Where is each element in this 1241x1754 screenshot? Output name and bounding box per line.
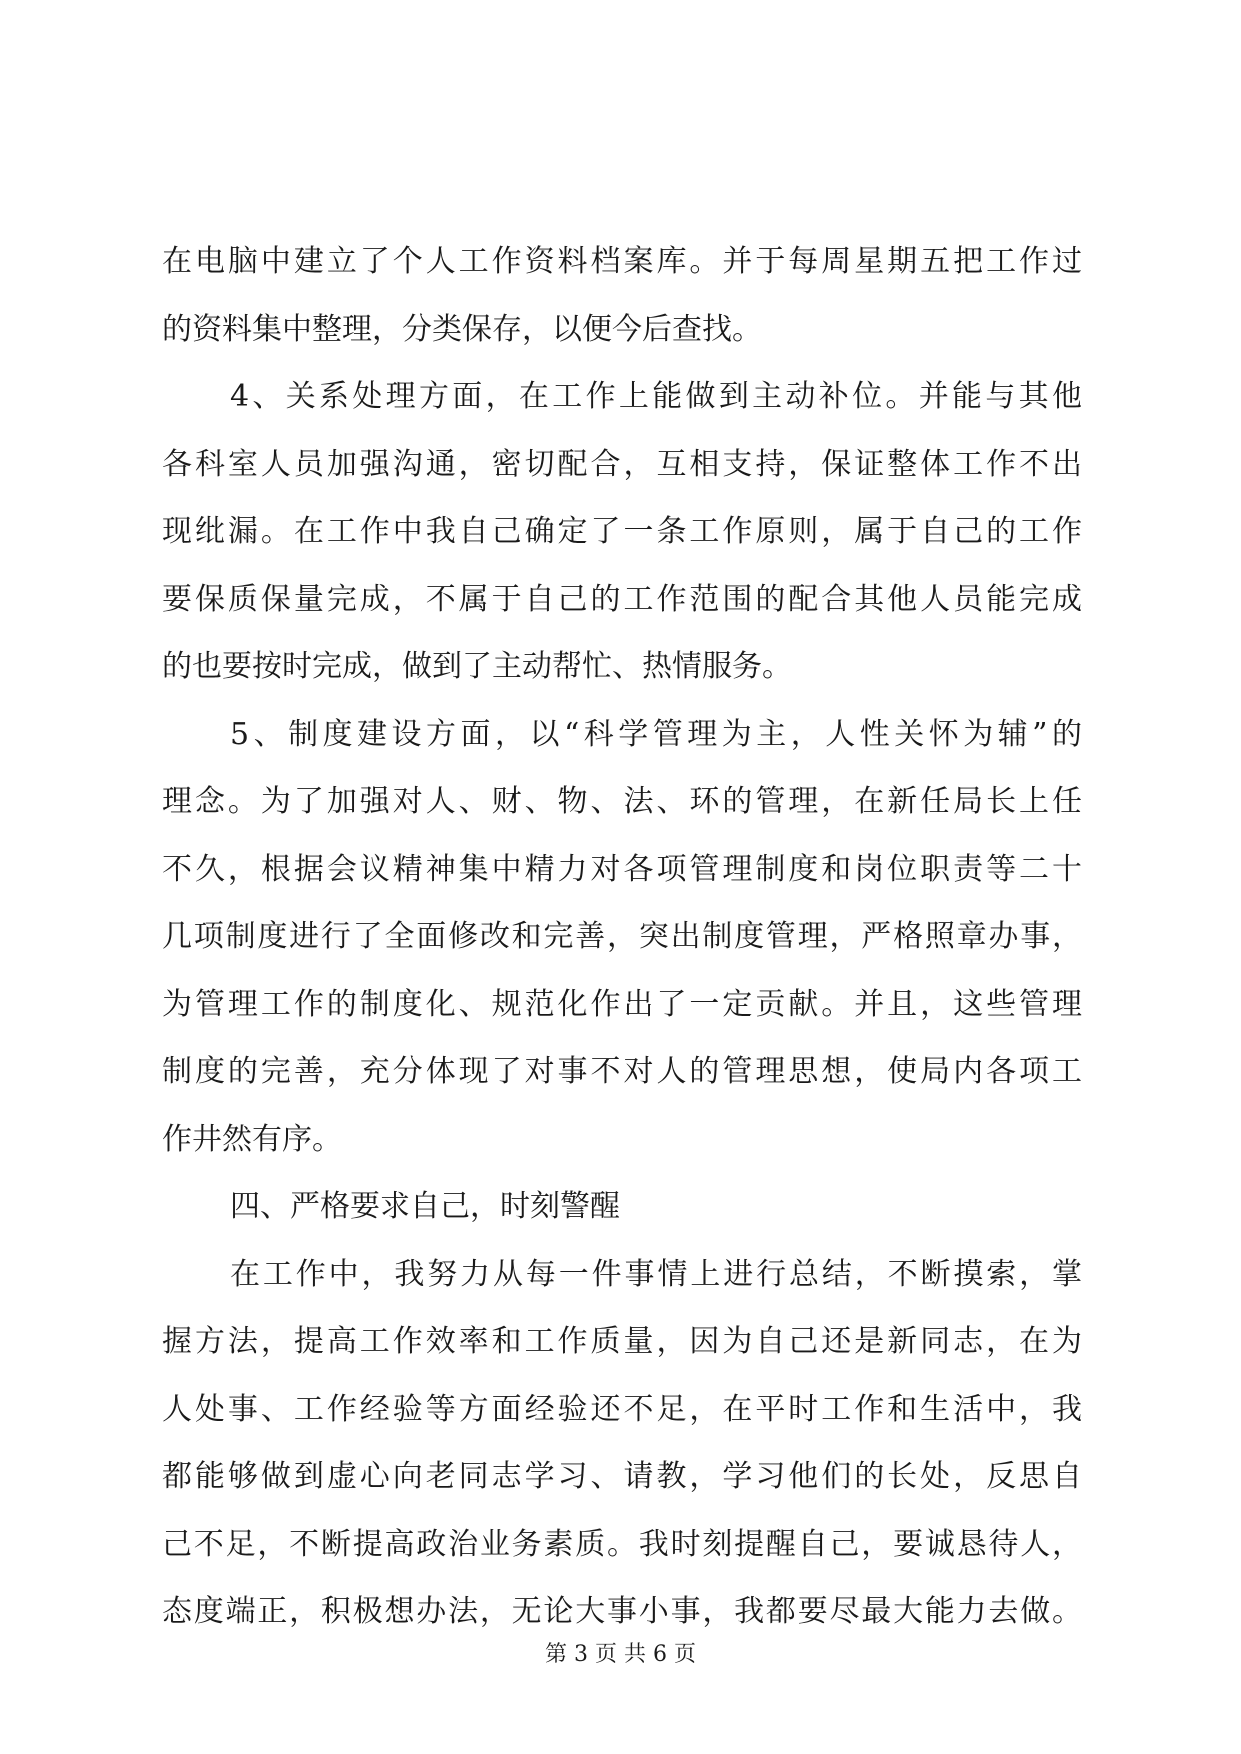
text-line: 现纰漏。在工作中我自己确定了一条工作原则，属于自己的工作 [162,514,1082,549]
page-footer: 第 3 页 共 6 页 [545,1642,696,1667]
document-body [162,228,1082,1646]
text-line: 握方法，提高工作效率和工作质量，因为自己还是新同志，在为 [162,1324,1082,1359]
text-line: 四、严格要求自己，时刻警醒 [230,1189,620,1224]
text-line: 在电脑中建立了个人工作资料档案库。并于每周星期五把工作过 [162,244,1082,279]
text-line: 在工作中，我努力从每一件事情上进行总结，不断摸索，掌 [230,1256,1082,1292]
text-line: 作井然有序。 [162,1121,342,1157]
text-line: 为管理工作的制度化、规范化作出了一定贡献。并且，这些管理 [162,986,1082,1022]
text-line: 5、制度建设方面，以“科学管理为主，人性关怀为辅”的 [230,716,1082,752]
text-line: 要保质保量完成，不属于自己的工作范围的配合其他人员能完成 [162,581,1082,617]
text-line: 几项制度进行了全面修改和完善，突出制度管理，严格照章办事， [162,919,1082,954]
text-line: 制度的完善，充分体现了对事不对人的管理思想，使局内各项工 [162,1054,1082,1089]
text-line: 各科室人员加强沟通，密切配合，互相支持，保证整体工作不出 [162,446,1082,482]
text-line: 的资料集中整理，分类保存，以便今后查找。 [162,311,762,347]
text-line: 人处事、工作经验等方面经验还不足，在平时工作和生活中，我 [162,1391,1082,1427]
text-line: 理念。为了加强对人、财、物、法、环的管理，在新任局长上任 [162,784,1082,819]
text-line: 4、关系处理方面，在工作上能做到主动补位。并能与其他 [230,379,1082,414]
text-line: 都能够做到虚心向老同志学习、请教，学习他们的长处，反思自 [162,1459,1082,1494]
text-line: 的也要按时完成，做到了主动帮忙、热情服务。 [162,649,792,684]
text-line: 己不足，不断提高政治业务素质。我时刻提醒自己，要诚恳待人， [162,1526,1082,1562]
text-line: 态度端正，积极想办法，无论大事小事，我都要尽最大能力去做。 [162,1594,1082,1629]
text-line: 不久，根据会议精神集中精力对各项管理制度和岗位职责等二十 [162,851,1082,887]
